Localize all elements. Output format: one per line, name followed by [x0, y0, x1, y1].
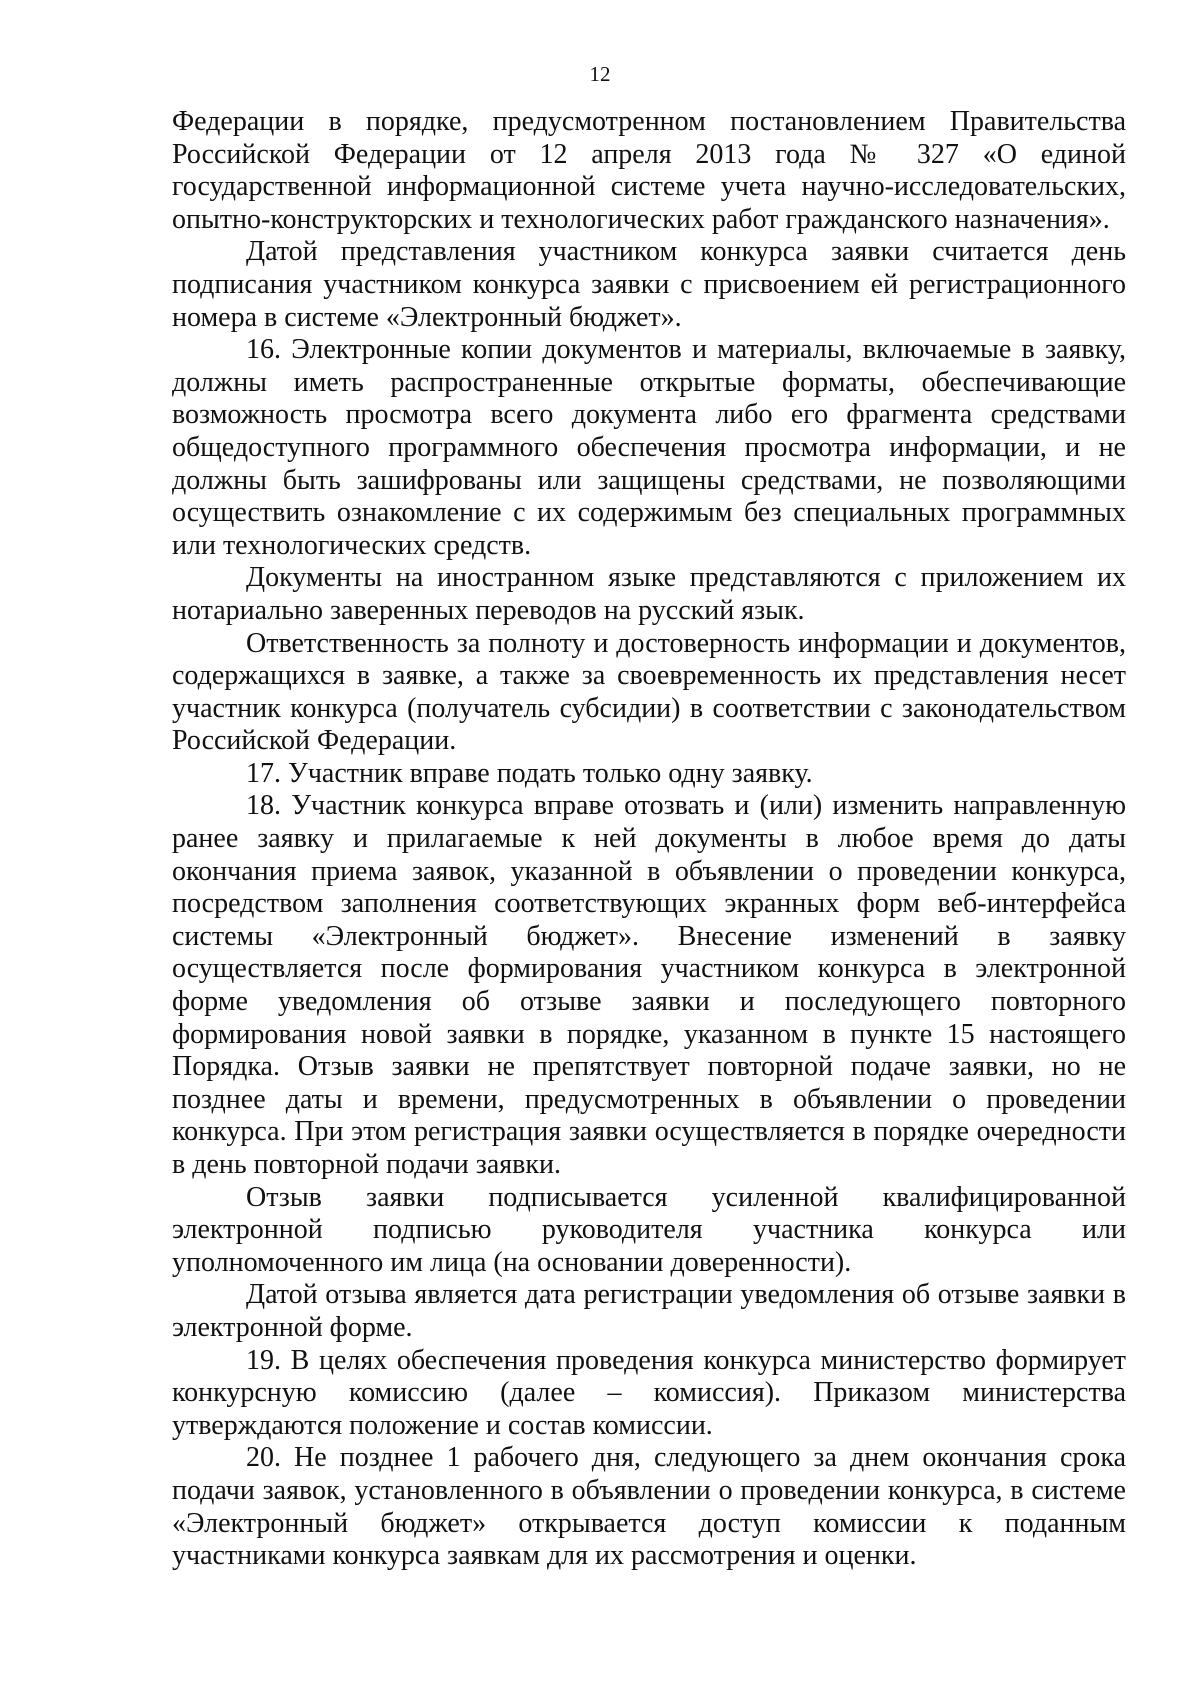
- paragraph-item-19: 19. В целях обеспечения проведения конкурса министерство формирует конкурсную комиссию (далее – комиссия). Приказом министерства утверждаются положение и состав комиссии.: [172, 1344, 1126, 1441]
- paragraph-continuation: Федерации в порядке, предусмотренном постановлением Правительства Российской Федерации от 12 апреля 2013 года № 327 «О единой государственной информационной системе учета научно-исследовательских, опытно-конструкторских и технологических работ гражданского назначения».: [172, 106, 1126, 235]
- page-number: 12: [589, 62, 611, 86]
- paragraph-withdrawal-signature: Отзыв заявки подписывается усиленной квалифицированной электронной подписью руководителя участника конкурса или уполномоченного им лица (на основании доверенности).: [172, 1181, 1126, 1278]
- document-body: [172, 106, 1126, 1573]
- paragraph-item-20: 20. Не позднее 1 рабочего дня, следующего за днем окончания срока подачи заявок, установленного в объявлении о проведении конкурса, в системе «Электронный бюджет» открывается доступ комиссии к поданным участниками конкурса заявкам для их рассмотрения и оценки.: [172, 1442, 1126, 1572]
- paragraph-foreign-documents: Документы на иностранном языке представляются с приложением их нотариально заверенных переводов на русский язык.: [172, 562, 1126, 626]
- paragraph-responsibility: Ответственность за полноту и достоверность информации и документов, содержащихся в заявке, а также за своевременность их представления несет участник конкурса (получатель субсидии) в соответствии с законодательством Российской Федерации.: [172, 627, 1126, 757]
- paragraph-item-17: 17. Участник вправе подать только одну заявку.: [246, 757, 813, 789]
- paragraph-item-16: 16. Электронные копии документов и материалы, включаемые в заявку, должны иметь распространенные открытые форматы, обеспечивающие возможность просмотра всего документа либо его фрагмента средствами общедоступного программного обеспечения просмотра информации, и не должны быть зашифрованы или защищены средствами, не позволяющими осуществить ознакомление с их содержимым без специальных программных или технологических средств.: [172, 334, 1126, 561]
- paragraph-submission-date: Датой представления участником конкурса заявки считается день подписания участником конкурса заявки с присвоением ей регистрационного номера в системе «Электронный бюджет».: [172, 236, 1126, 333]
- paragraph-withdrawal-date: Датой отзыва является дата регистрации уведомления об отзыве заявки в электронной форме.: [172, 1279, 1126, 1343]
- paragraph-item-18: 18. Участник конкурса вправе отозвать и (или) изменить направленную ранее заявку и прилагаемые к ней документы в любое время до даты окончания приема заявок, указанной в объявлении о проведении конкурса, посредством заполнения соответствующих экранных форм веб-интерфейса системы «Электронный бюджет». Внесение изменений в заявку осуществляется после формирования участником конкурса в электронной форме уведомления об отзыве заявки и последующего повторного формирования новой заявки в порядке, указанном в пункте 15 настоящего Порядка. Отзыв заявки не препятствует повторной подаче заявки, но не позднее даты и времени, предусмотренных в объявлении о проведении конкурса. При этом регистрация заявки осуществляется в порядке очередности в день повторной подачи заявки.: [172, 790, 1126, 1180]
